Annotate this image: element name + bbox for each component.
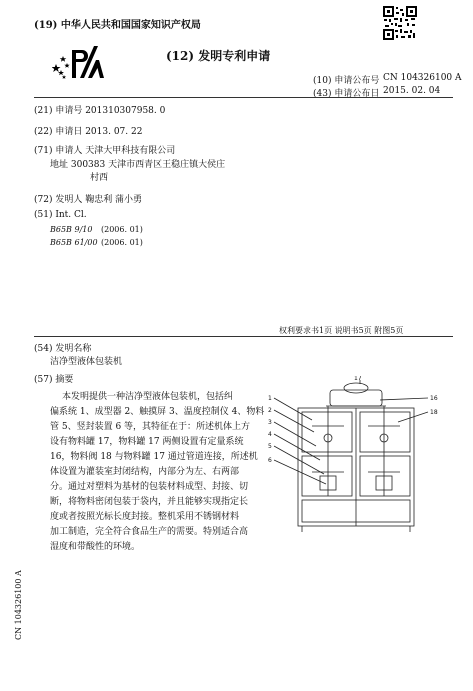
abstract-line: 16，物料阀 18 与物料罐 17 通过管道连接，所述机 (50, 452, 258, 462)
abstract-line: 加工制造，完全符合食品生产的需要。特别适合高 (50, 527, 249, 537)
int-cl-code: B65B 61/00 (50, 238, 98, 247)
abstract-line: 体设置为灌装室封闭结构，内部分为左、右两部 (50, 467, 240, 477)
label-1: 1 (268, 395, 272, 402)
label-16: 16 (430, 395, 438, 402)
label-6: 6 (268, 457, 272, 464)
abstract-line: 管 5、竖封装置 6 等，其特征在于：所述机体上方 (50, 422, 251, 432)
document-type-title: (12) 发明专利申请 (166, 49, 271, 63)
abstract-line: 分。通过对塑料为基材的包装材料成型、封接、切 (50, 482, 249, 492)
publication-number: CN 104326100 A (383, 73, 462, 83)
label-5: 5 (268, 443, 272, 450)
applicant: (71) 申请人 天津大甲科技有限公司 (34, 146, 176, 156)
abstract-line: 度或者按照光标长度封接。整机采用不锈钢材料 (50, 512, 240, 522)
label-18: 18 (430, 409, 438, 416)
abstract-line: 设有物料罐 17，物料罐 17 两侧设置有定量系统 (50, 437, 244, 447)
issuer-title: (19) 中华人民共和国国家知识产权局 (34, 20, 201, 31)
address-line-2: 村西 (90, 173, 109, 183)
publication-date: 2015. 02. 04 (383, 86, 441, 96)
abstract-line: 偏系统 1、成型器 2、触摸屏 3、温度控制仪 4、物料 (50, 407, 265, 417)
cnipa-logo (52, 42, 114, 82)
publication-number-label: (10) 申请公布号 (313, 76, 380, 86)
machine-drawing (268, 376, 456, 534)
side-publication-number: CN 104326100 A (14, 570, 23, 640)
abstract-label: (57) 摘要 (34, 375, 74, 385)
label-17: 17 (354, 376, 362, 382)
abstract-line: 断，将物料密闭包装于袋内，并且能够实现指定长 (50, 497, 249, 507)
int-cl-code: B65B 9/10 (50, 225, 93, 234)
int-cl-year: (2006. 01) (101, 238, 143, 247)
abstract-line: 本发明提供一种洁净型液体包装机，包括纠 (62, 392, 234, 402)
application-date: (22) 申请日 2013. 07. 22 (34, 127, 143, 137)
qr-code-icon (383, 6, 417, 40)
invention-title: 洁净型液体包装机 (50, 357, 123, 367)
label-4: 4 (268, 431, 272, 438)
pages-info: 权利要求书1页 说明书5页 附图5页 (279, 326, 404, 335)
abstract-line: 湿度和带酸性的环境。 (50, 542, 141, 552)
label-3: 3 (268, 419, 272, 426)
inventors: (72) 发明人 鞠忠利 蒲小勇 (34, 195, 143, 205)
title-label: (54) 发明名称 (34, 344, 92, 354)
header-divider (34, 97, 453, 98)
int-cl-label: (51) Int. Cl. (34, 210, 87, 220)
publication-date-label: (43) 申请公布日 (313, 89, 380, 99)
address-line-1: 地址 300383 天津市西青区王稳庄镇大侯庄 (50, 160, 226, 170)
label-2: 2 (268, 407, 272, 414)
biblio-divider (34, 336, 453, 337)
application-number: (21) 申请号 201310307958. 0 (34, 106, 166, 116)
int-cl-year: (2006. 01) (101, 225, 143, 234)
